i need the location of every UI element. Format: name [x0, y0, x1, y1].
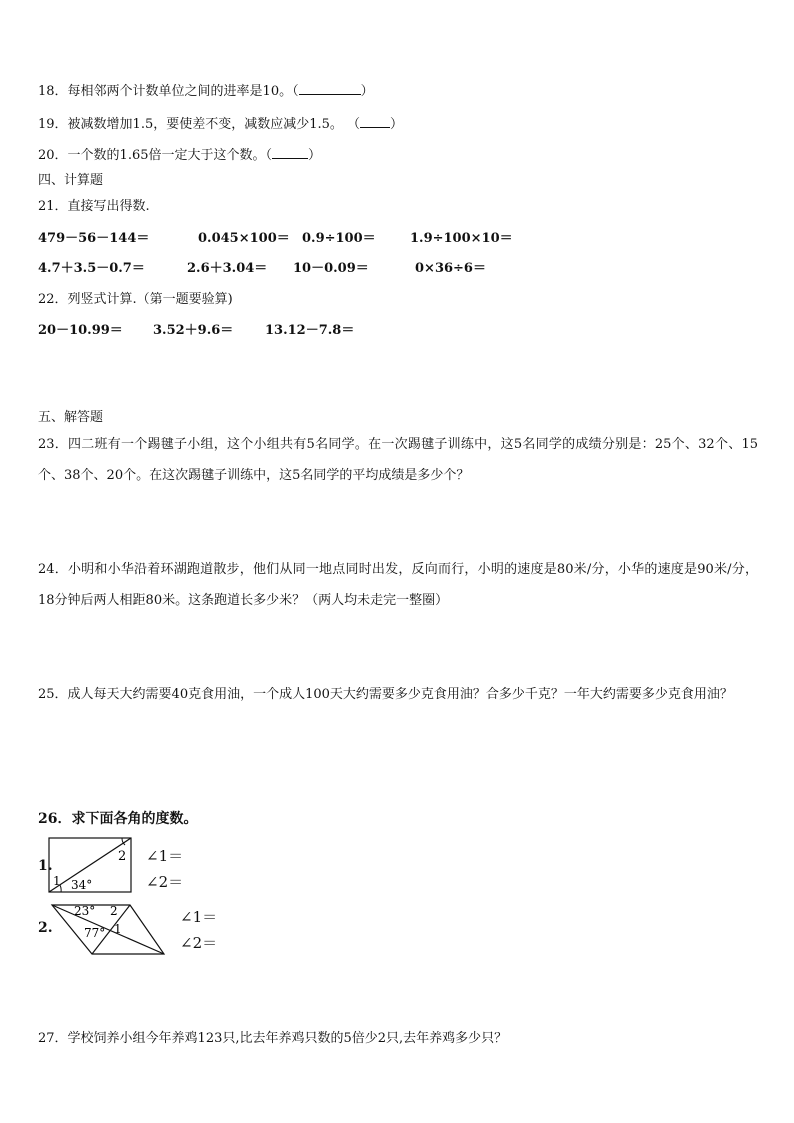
figure-2-parallelogram	[48, 900, 168, 960]
figure-2-label: 2.	[38, 920, 53, 936]
question-text: 直接写出得数.	[67, 199, 150, 214]
question-18	[38, 83, 374, 100]
expression: 20－10.99＝	[38, 323, 123, 338]
section-title-calculation: 四、计算题	[38, 173, 104, 188]
question-19	[38, 116, 403, 133]
given-angle-label: 77°	[84, 926, 106, 940]
expression: 0.9÷100＝	[302, 231, 376, 246]
question-text: 一个数的1.65倍一定大于这个数。（	[67, 148, 272, 163]
expression: 10－0.09＝	[293, 261, 369, 276]
question-text: 被减数增加1.5，要使差不变，减数应减少1.5。 （	[67, 117, 361, 132]
question-number: 19．	[38, 117, 68, 132]
expression: 0.045×100＝	[198, 231, 290, 246]
figure-1-label: 1.	[38, 858, 53, 874]
question-text: 列竖式计算.（第一题要验算)	[67, 292, 233, 307]
question-25: 25．成人每天大约需要40克食用油，一个成人100天大约需要多少克食用油？合多少千克？一年大约需要多少克食用油？	[38, 687, 733, 702]
question-24: 24．小明和小华沿着环湖跑道散步，他们从同一地点同时出发，反向而行，小明的速度是80米/分，小华的速度是90米/分，18分钟后两人相距80米。这条跑道长多少米？（两人均未走完一整圈）	[38, 562, 758, 608]
paren-close: ）	[360, 84, 374, 99]
question-number: 22．	[38, 292, 68, 307]
answer-blank[interactable]	[272, 147, 308, 159]
expression: 1.9÷100×10＝	[410, 231, 513, 246]
expression: 2.6＋3.04＝	[187, 261, 268, 276]
paren-close: ）	[390, 117, 404, 132]
expression: 4.7＋3.5－0.7＝	[38, 261, 145, 276]
expression: 0×36÷6＝	[415, 261, 486, 276]
section-title-solve: 五、解答题	[38, 410, 104, 425]
question-number: 18．	[38, 84, 68, 99]
question-text: 每相邻两个计数单位之间的进率是10。（	[67, 84, 299, 99]
answer-blank[interactable]	[360, 116, 390, 128]
expression: 3.52＋9.6＝	[153, 323, 234, 338]
answer-angle-1[interactable]: ∠1＝	[180, 908, 218, 926]
given-angle-label: 34°	[71, 878, 93, 892]
answer-angle-1[interactable]: ∠1＝	[146, 847, 184, 865]
question-number: 20．	[38, 148, 68, 163]
question-21	[38, 199, 150, 215]
question-number: 21．	[38, 199, 68, 214]
angle-1-label: 1	[53, 874, 61, 888]
expression: 13.12－7.8＝	[265, 323, 355, 338]
paren-close: ）	[308, 148, 322, 163]
question-23: 23．四二班有一个踢毽子小组，这个小组共有5名同学。在一次踢毽子训练中，这5名同学的成绩分别是：25个、32个、15个、38个、20个。在这次踢毽子训练中，这5名同学的平均成绩是多少个？	[38, 437, 758, 483]
expression: 479－56－144＝	[38, 231, 150, 246]
question-20	[38, 147, 321, 164]
figure-1-rectangle	[46, 836, 136, 896]
answer-angle-2[interactable]: ∠2＝	[146, 873, 184, 891]
angle-2-label: 2	[118, 849, 127, 864]
question-26-title: 26．求下面各角的度数。	[38, 811, 198, 827]
given-angle-label: 23°	[74, 904, 96, 918]
answer-blank[interactable]	[299, 83, 361, 95]
angle-2-label: 2	[110, 904, 118, 918]
answer-angle-2[interactable]: ∠2＝	[180, 934, 218, 952]
angle-1-label: 1	[114, 922, 122, 936]
question-22	[38, 292, 233, 308]
question-27: 27．学校饲养小组今年养鸡123只,比去年养鸡只数的5倍少2只,去年养鸡多少只？	[38, 1031, 508, 1046]
